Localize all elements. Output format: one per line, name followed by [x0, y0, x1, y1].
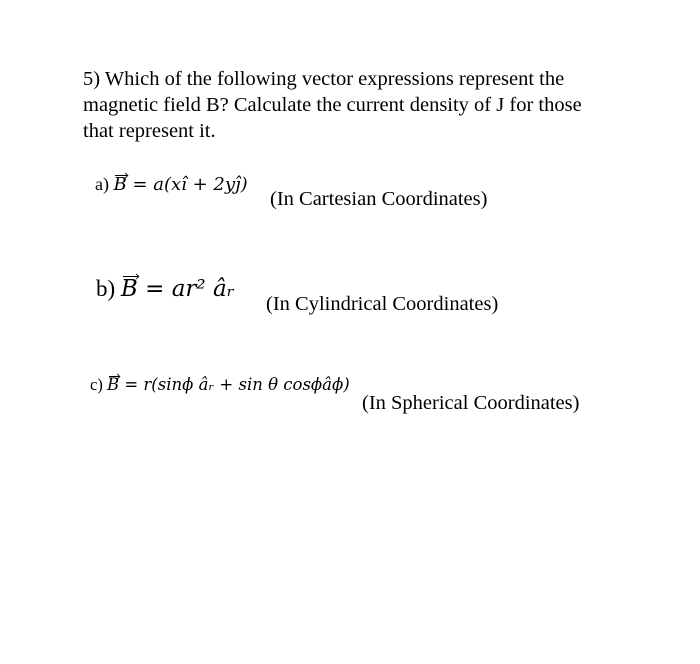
- vector-b-symbol: B: [106, 375, 120, 394]
- coordinates-c: (In Spherical Coordinates): [362, 392, 580, 414]
- coordinates-a: (In Cartesian Coordinates): [270, 188, 488, 210]
- coordinates-b: (In Cylindrical Coordinates): [266, 293, 499, 315]
- question-line-2: magnetic field B? Calculate the current density of J for those: [83, 94, 582, 116]
- equation-c-expression: = r(sinϕ âᵣ + sin θ cosϕâϕ): [119, 375, 350, 394]
- equation-b: [96, 277, 235, 301]
- question-text: [83, 66, 643, 144]
- equation-a-expression: = a(xî + 2yĵ): [126, 174, 248, 195]
- equation-b-label: b): [96, 276, 121, 301]
- question-line-3: that represent it.: [83, 120, 216, 142]
- vector-b-symbol: B: [113, 174, 127, 195]
- equation-a: [95, 175, 248, 194]
- equation-c-label: c): [90, 375, 107, 394]
- equation-c: [90, 377, 350, 394]
- equation-b-expression: = ar² âᵣ: [137, 276, 235, 302]
- question-line-1: 5) Which of the following vector expressions represent the: [83, 68, 565, 90]
- equation-a-label: a): [95, 174, 114, 194]
- vector-b-symbol: B: [120, 276, 138, 302]
